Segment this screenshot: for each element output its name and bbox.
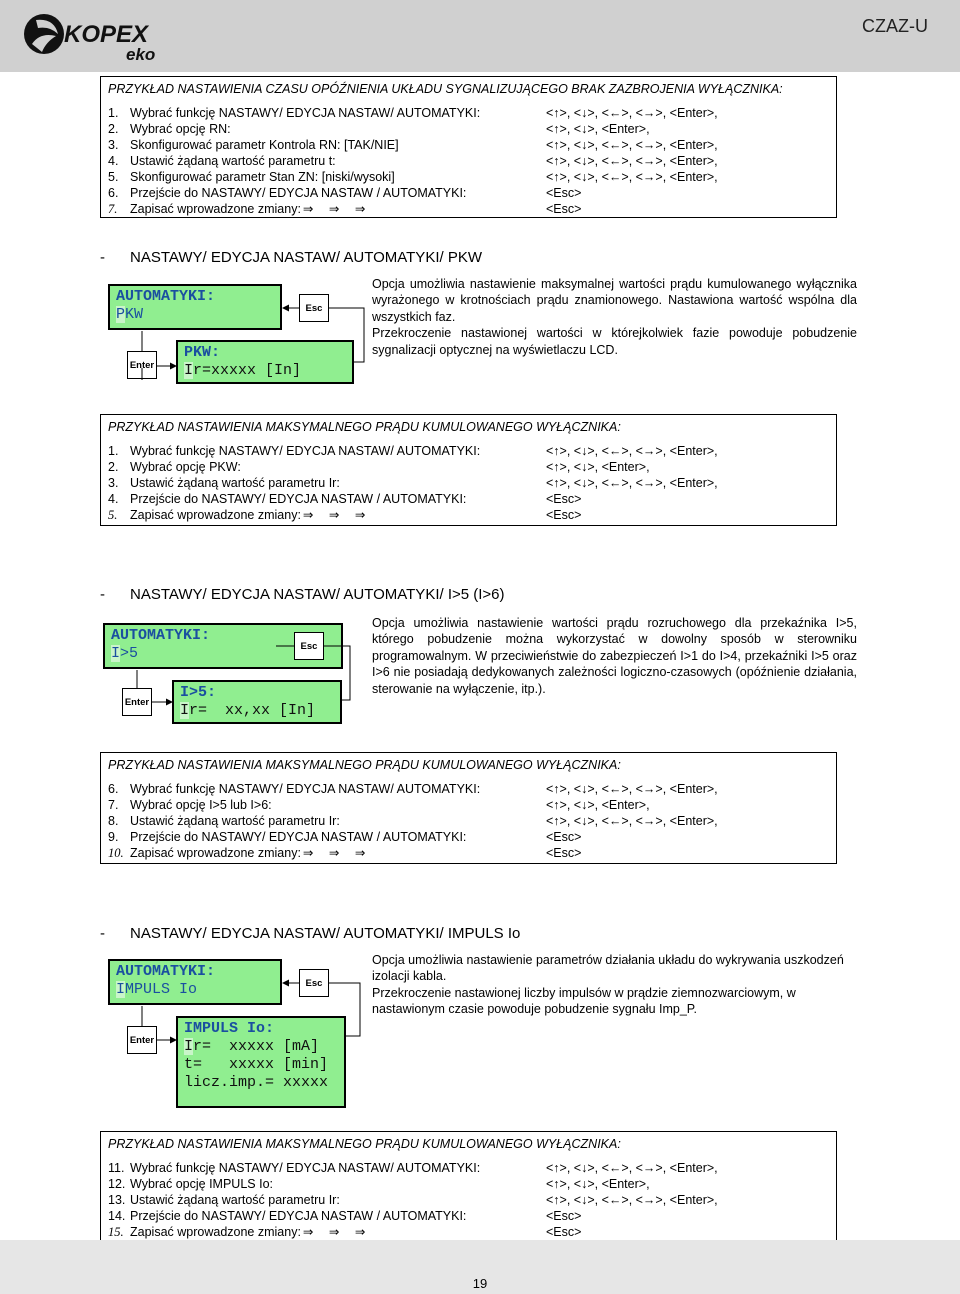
arrow-right-icon: ⇒ ⇒ ⇒: [302, 846, 372, 860]
step-text: Wybrać opcję IMPULS Io:: [130, 1177, 273, 1191]
step-text: Wybrać opcję I>5 lub I>6:: [130, 798, 272, 812]
page-header: [0, 0, 960, 72]
step-text: Wybrać opcję RN:: [130, 122, 231, 136]
step-text: Przejście do NASTAWY/ EDYCJA NASTAW / AUTOMATYKI:: [130, 186, 467, 200]
step-number: 3.: [108, 476, 119, 490]
step-number: 13.: [108, 1193, 126, 1207]
step-row: [108, 845, 829, 861]
step-keys: <Esc>: [546, 846, 582, 860]
lcd-cursor: I: [111, 645, 121, 662]
step-text: Wybrać opcję PKW:: [130, 460, 241, 474]
arrow-right-icon: ⇒ ⇒ ⇒: [302, 202, 372, 216]
step-row: [108, 121, 829, 137]
step-row: [108, 459, 829, 475]
lcd-line: MPULS Io: [125, 981, 198, 998]
step-row: [108, 185, 829, 201]
step-row: [108, 169, 829, 185]
lcd-display-pkw: [176, 340, 354, 384]
step-row: [108, 1192, 829, 1208]
step-text: Wybrać funkcję NASTAWY/ EDYCJA NASTAW/ AUTOMATYKI:: [130, 1161, 481, 1175]
heading-dash: -: [100, 249, 105, 266]
step-number: 10.: [108, 846, 124, 860]
step-text: Przejście do NASTAWY/ EDYCJA NASTAW / AUTOMATYKI:: [130, 830, 467, 844]
section-heading-impuls: [100, 925, 520, 942]
step-text: Ustawić żądaną wartość parametru t:: [130, 154, 336, 168]
example-box-rn: [100, 76, 837, 218]
description-paragraph: Opcja umożliwia nastawienie maksymalnej wartości prądu kumulowanego wyłącznika wyrażonego w krotnościach prądu znamionowego. Nastawiona wartość wspólna dla wszystkich faz.: [372, 277, 857, 324]
steps-list: [108, 443, 829, 523]
step-text: Ustawić żądaną wartość parametru Ir:: [130, 814, 340, 828]
lcd-line: AUTOMATYKI:: [116, 288, 216, 305]
step-row: [108, 1224, 829, 1240]
section-heading-i5: [100, 586, 505, 603]
step-number: 7.: [108, 798, 119, 812]
lcd-display-impuls: [176, 1016, 346, 1108]
lcd-line: >5: [120, 645, 139, 662]
lcd-line: licz.imp.= xxxxx: [184, 1074, 329, 1091]
lcd-line: r= xx,xx [In]: [189, 702, 316, 719]
description-paragraph: Przekroczenie nastawionej liczby impulsów w prądzie ziemnozwarciowym, w nastawionym czasie powoduje pobudzenie sygnału Imp_P.: [372, 985, 796, 1017]
step-row: [108, 1208, 829, 1224]
example-title: PRZYKŁAD NASTAWIENIA MAKSYMALNEGO PRĄDU KUMULOWANEGO WYŁĄCZNIKA:: [108, 420, 621, 434]
step-row: [108, 153, 829, 169]
document-code: CZAZ-U: [862, 16, 928, 36]
step-row: [108, 813, 829, 829]
logo-text: KOPEX: [64, 21, 149, 48]
step-keys: <↑>, <↓>, <Enter>,: [546, 460, 650, 474]
step-keys: <↑>, <↓>, <←>, <→>, <Enter>,: [546, 782, 718, 796]
step-keys: <↑>, <↓>, <←>, <→>, <Enter>,: [546, 476, 718, 490]
example-title: PRZYKŁAD NASTAWIENIA MAKSYMALNEGO PRĄDU KUMULOWANEGO WYŁĄCZNIKA:: [108, 758, 621, 772]
description-paragraph: Opcja umożliwia nastawienie wartości prądu rozruchowego dla przekaźnika I>5, którego pobudzenie można wykorzystać w dowolny sposób w sterowniku programowalnym. W przeciwieństwie do zabezpieczeń I>1 do I>4, przekaźniki I>5 oraz I>6 nie posiadają dedykowanych zależności logiczno-czasowych (opóźnienie działania, sterowanie na wyłączenie, itp.).: [372, 616, 857, 696]
lcd-cursor: I: [116, 981, 126, 998]
step-number: 4.: [108, 154, 119, 168]
steps-list: [108, 105, 829, 217]
step-keys: <↑>, <↓>, <←>, <→>, <Enter>,: [546, 138, 718, 152]
lcd-cursor: I: [180, 702, 190, 719]
esc-key-icon: Esc: [294, 632, 324, 660]
step-keys: <↑>, <↓>, <←>, <→>, <Enter>,: [546, 1193, 718, 1207]
step-number: 6.: [108, 186, 119, 200]
description-paragraph: Opcja umożliwia nastawienie parametrów działania układu do wykrywania uszkodzeń izolacji kabla.: [372, 953, 844, 984]
step-row: [108, 201, 829, 217]
step-keys: <↑>, <↓>, <Enter>,: [546, 1177, 650, 1191]
step-keys: <Esc>: [546, 1225, 582, 1239]
section-description-pkw: [372, 276, 857, 358]
step-number: 4.: [108, 492, 119, 506]
lcd-line: PKW:: [184, 344, 221, 361]
step-keys: <↑>, <↓>, <←>, <→>, <Enter>,: [546, 1161, 718, 1175]
step-keys: <Esc>: [546, 830, 582, 844]
enter-key-icon: Enter: [122, 688, 152, 716]
step-row: [108, 797, 829, 813]
step-keys: <↑>, <↓>, <Enter>,: [546, 122, 650, 136]
step-keys: <↑>, <↓>, <←>, <→>, <Enter>,: [546, 154, 718, 168]
enter-key-icon: Enter: [127, 1026, 157, 1054]
step-row: [108, 829, 829, 845]
step-row: [108, 491, 829, 507]
step-keys: <Esc>: [546, 492, 582, 506]
step-text: Przejście do NASTAWY/ EDYCJA NASTAW / AUTOMATYKI:: [130, 492, 467, 506]
example-box-pkw: [100, 414, 837, 526]
step-row: [108, 475, 829, 491]
heading-dash: -: [100, 925, 105, 942]
arrow-right-icon: ⇒ ⇒ ⇒: [302, 1225, 372, 1239]
arrow-right-icon: ⇒ ⇒ ⇒: [302, 508, 372, 522]
step-number: 12.: [108, 1177, 126, 1191]
example-box-i5: [100, 752, 837, 864]
step-text: Wybrać funkcję NASTAWY/ EDYCJA NASTAW/ AUTOMATYKI:: [130, 106, 481, 120]
step-row: [108, 781, 829, 797]
esc-key-icon: Esc: [299, 969, 329, 997]
lcd-line: r=xxxxx [In]: [193, 362, 302, 379]
lcd-cursor: P: [116, 306, 126, 323]
lcd-line: t= xxxxx [min]: [184, 1056, 329, 1073]
step-keys: <↑>, <↓>, <Enter>,: [546, 798, 650, 812]
step-number: 3.: [108, 138, 119, 152]
step-number: 11.: [108, 1161, 125, 1175]
step-keys: <↑>, <↓>, <←>, <→>, <Enter>,: [546, 444, 718, 458]
description-paragraph: Przekroczenie nastawionej wartości w którejkolwiek fazie powoduje pobudzenie sygnalizacji optycznej na wyświetlaczu LCD.: [372, 326, 857, 357]
steps-list: [108, 781, 829, 861]
step-row: [108, 105, 829, 121]
step-text: Zapisać wprowadzone zmiany:: [130, 508, 301, 522]
step-text: Zapisać wprowadzone zmiany:: [130, 202, 301, 216]
step-text: Zapisać wprowadzone zmiany:: [130, 1225, 301, 1239]
steps-list: [108, 1160, 829, 1240]
step-number: 14.: [108, 1209, 126, 1223]
page-number: 19: [472, 1276, 488, 1291]
heading-text: NASTAWY/ EDYCJA NASTAW/ AUTOMATYKI/ IMPULS Io: [130, 925, 521, 942]
heading-text: NASTAWY/ EDYCJA NASTAW/ AUTOMATYKI/ I>5 (I>6): [130, 586, 505, 603]
step-number: 2.: [108, 460, 119, 474]
section-description-i5: [372, 615, 857, 697]
heading-dash: -: [100, 586, 105, 603]
step-row: [108, 137, 829, 153]
step-keys: <Esc>: [546, 202, 582, 216]
esc-key-icon: Esc: [299, 294, 329, 322]
step-keys: <↑>, <↓>, <←>, <→>, <Enter>,: [546, 106, 718, 120]
step-number: 5.: [108, 170, 119, 184]
lcd-line: IMPULS Io:: [184, 1020, 275, 1037]
step-keys: <Esc>: [546, 1209, 582, 1223]
step-row: [108, 1176, 829, 1192]
step-text: Przejście do NASTAWY/ EDYCJA NASTAW / AUTOMATYKI:: [130, 1209, 467, 1223]
step-number: 15.: [108, 1225, 124, 1239]
section-heading-pkw: [100, 249, 482, 266]
example-box-impuls: [100, 1131, 837, 1243]
step-keys: <Esc>: [546, 508, 582, 522]
step-number: 9.: [108, 830, 119, 844]
example-title: PRZYKŁAD NASTAWIENIA MAKSYMALNEGO PRĄDU KUMULOWANEGO WYŁĄCZNIKA:: [108, 1137, 621, 1151]
step-keys: <↑>, <↓>, <←>, <→>, <Enter>,: [546, 814, 718, 828]
lcd-line: KW: [125, 306, 144, 323]
lcd-cursor: I: [184, 362, 194, 379]
step-text: Ustawić żądaną wartość parametru Ir:: [130, 1193, 340, 1207]
lcd-line: AUTOMATYKI:: [116, 963, 216, 980]
enter-key-icon: Enter: [127, 351, 157, 379]
step-text: Skonfigurować parametr Stan ZN: [niski/wysoki]: [130, 170, 395, 184]
lcd-cursor: I: [184, 1038, 194, 1055]
section-description-impuls: [372, 952, 857, 1018]
step-text: Ustawić żądaną wartość parametru Ir:: [130, 476, 340, 490]
step-row: [108, 443, 829, 459]
step-keys: <↑>, <↓>, <←>, <→>, <Enter>,: [546, 170, 718, 184]
lcd-line: r= xxxxx [mA]: [193, 1038, 320, 1055]
step-number: 5.: [108, 508, 118, 522]
step-text: Wybrać funkcję NASTAWY/ EDYCJA NASTAW/ AUTOMATYKI:: [130, 782, 481, 796]
step-number: 8.: [108, 814, 119, 828]
step-row: [108, 1160, 829, 1176]
step-row: [108, 507, 829, 523]
kopex-eko-logo: [20, 6, 200, 64]
lcd-line: I>5:: [180, 684, 217, 701]
step-number: 1.: [108, 106, 119, 120]
step-text: Wybrać funkcję NASTAWY/ EDYCJA NASTAW/ AUTOMATYKI:: [130, 444, 481, 458]
lcd-line: AUTOMATYKI:: [111, 627, 211, 644]
step-number: 7.: [108, 202, 118, 216]
step-text: Zapisać wprowadzone zmiany:: [130, 846, 301, 860]
lcd-display-menu: [108, 959, 282, 1005]
heading-text: NASTAWY/ EDYCJA NASTAW/ AUTOMATYKI/ PKW: [130, 249, 482, 266]
logo-subtext: eko: [126, 45, 156, 64]
step-number: 1.: [108, 444, 119, 458]
lcd-display-menu: [108, 284, 282, 330]
step-keys: <Esc>: [546, 186, 582, 200]
step-number: 6.: [108, 782, 119, 796]
example-title: PRZYKŁAD NASTAWIENIA CZASU OPÓŹNIENIA UKŁADU SYGNALIZUJĄCEGO BRAK ZAZBROJENIA WYŁĄCZNIKA:: [108, 82, 783, 96]
lcd-display-i5: [172, 680, 342, 724]
step-text: Skonfigurować parametr Kontrola RN: [TAK/NIE]: [130, 138, 399, 152]
step-number: 2.: [108, 122, 119, 136]
